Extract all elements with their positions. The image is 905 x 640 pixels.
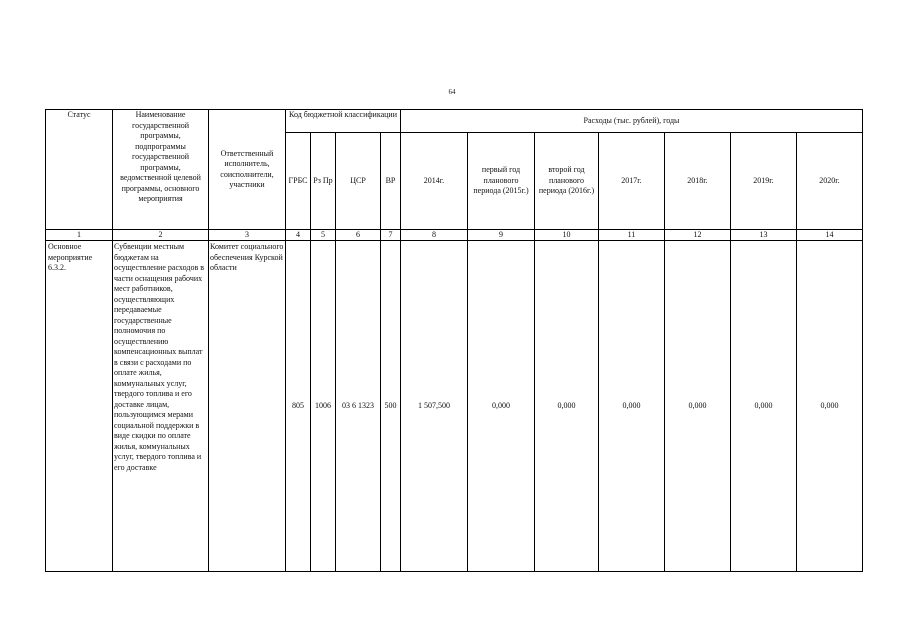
column-number: 5: [311, 230, 336, 241]
header-2020: 2020г.: [797, 133, 863, 230]
row-grbs: 805: [286, 241, 311, 572]
column-number: 14: [797, 230, 863, 241]
column-number: 10: [535, 230, 599, 241]
column-number: 2: [113, 230, 209, 241]
row-rzpr: 1006: [311, 241, 336, 572]
column-number: 9: [468, 230, 535, 241]
column-number: 6: [336, 230, 381, 241]
header-name: Наименование государственной программы, подпрограммы государственной программы, ведомственной целевой программы, основного мероприятия: [113, 110, 209, 230]
row-expense-2019: 0,000: [731, 241, 797, 572]
row-expense-2018: 0,000: [665, 241, 731, 572]
column-number-row: [46, 230, 863, 241]
header-2017: 2017г.: [599, 133, 665, 230]
column-number: 7: [381, 230, 401, 241]
header-rzpr: Рз Пр: [311, 133, 336, 230]
row-expense-2016: 0,000: [535, 241, 599, 572]
column-number: 4: [286, 230, 311, 241]
header-2014: 2014г.: [401, 133, 468, 230]
row-expense-2014: 1 507,500: [401, 241, 468, 572]
column-number: 12: [665, 230, 731, 241]
header-csr: ЦСР: [336, 133, 381, 230]
row-expense-2015: 0,000: [468, 241, 535, 572]
table-row: [46, 241, 863, 572]
header-budget-code-group: Код бюджетной классификации: [286, 110, 401, 133]
header-first-plan-year: первый год планового периода (2015г.): [468, 133, 535, 230]
header-vr: ВР: [381, 133, 401, 230]
page-number: 64: [448, 88, 456, 96]
column-number: 8: [401, 230, 468, 241]
row-csr: 03 6 1323: [336, 241, 381, 572]
header-executor: Ответственный исполнитель, соисполнители, участники: [209, 110, 286, 230]
column-number: 3: [209, 230, 286, 241]
row-status: Основное мероприятие 6.3.2.: [46, 241, 113, 572]
column-number: 11: [599, 230, 665, 241]
column-number: 1: [46, 230, 113, 241]
column-number: 13: [731, 230, 797, 241]
header-grbs: ГРБС: [286, 133, 311, 230]
row-expense-2017: 0,000: [599, 241, 665, 572]
header-2018: 2018г.: [665, 133, 731, 230]
header-second-plan-year: второй год планового периода (2016г.): [535, 133, 599, 230]
row-executor: Комитет социального обеспечения Курской области: [209, 241, 286, 572]
header-expenses-group: Расходы (тыс. рублей), годы: [401, 110, 863, 133]
header-row-top: [46, 110, 863, 133]
header-status: Статус: [46, 110, 113, 230]
header-2019: 2019г.: [731, 133, 797, 230]
row-name: Субвенции местным бюджетам на осуществление расходов в части оснащения рабочих мест работников, осуществляющих передаваемые государственные полномочия по осуществлению компенсационных выплат в связи с расходами по оплате жилья, коммунальных услуг, твердого топлива и его доставке лицам, пользующимся мерами социальной поддержки в виде скидки по оплате жилья, коммунальных услуг, твердого топлива и его доставке: [113, 241, 209, 572]
row-expense-2020: 0,000: [797, 241, 863, 572]
row-vr: 500: [381, 241, 401, 572]
budget-table: [45, 109, 863, 572]
